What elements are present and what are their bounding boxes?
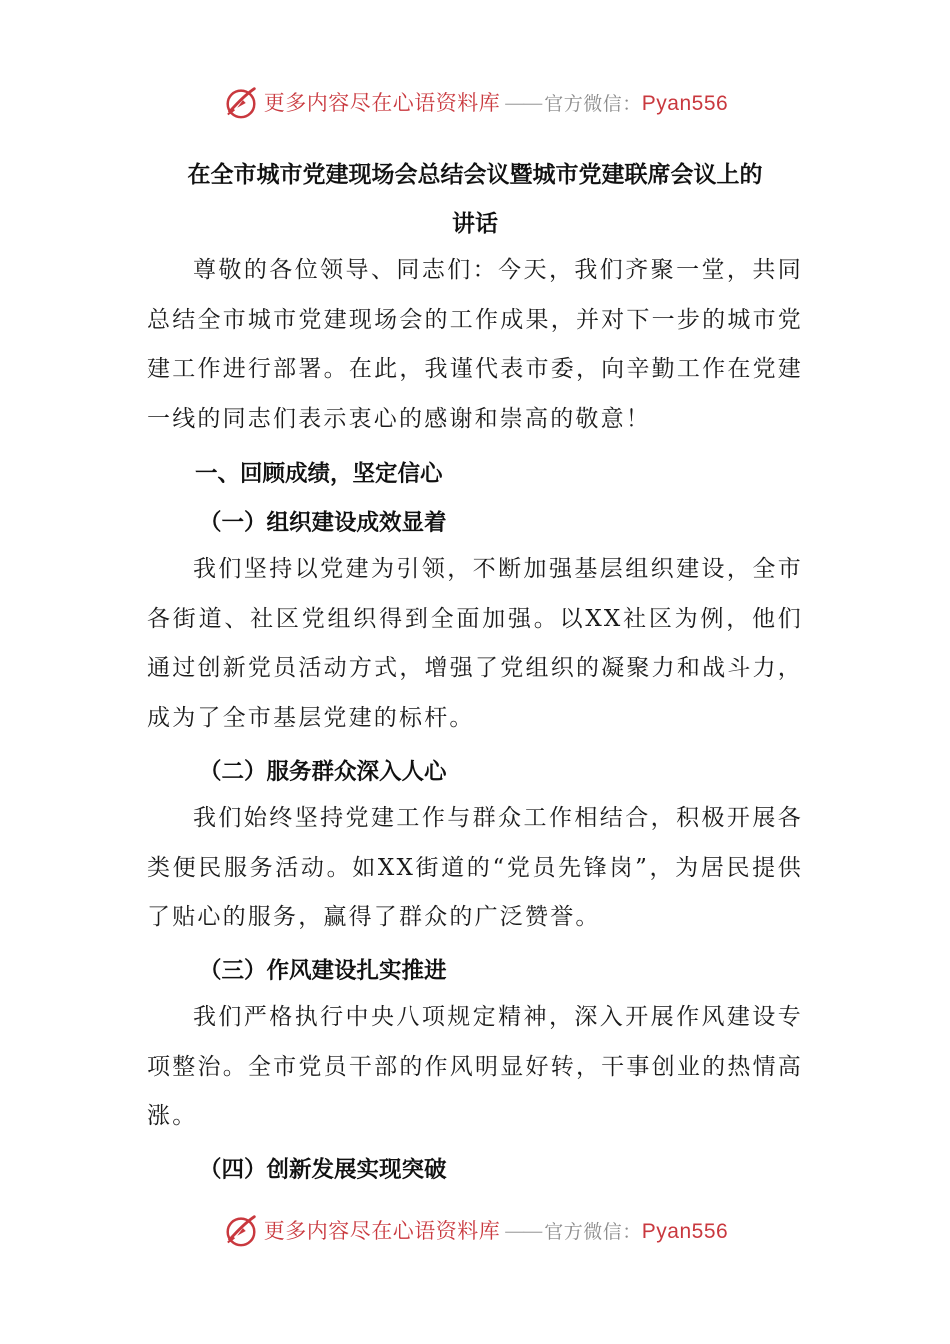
section-1-heading: 一、回顾成绩，坚定信心 xyxy=(195,461,443,487)
banner-dash: —— xyxy=(504,1219,541,1243)
banner-text xyxy=(264,87,728,117)
subsection-3-heading: （三）作风建设扎实推进 xyxy=(199,958,447,984)
banner-slogan: 更多内容尽在心语资料库 xyxy=(263,91,501,115)
document-title-line-2: 讲话 xyxy=(452,211,498,237)
subsection-2-heading: （二）服务群众深入人心 xyxy=(199,759,447,785)
banner-wechat-id: Pyan556 xyxy=(641,92,729,115)
subsection-2-paragraph: 我们始终坚持党建工作与群众工作相结合，积极开展各类便民服务活动。如XX街道的“党员先锋岗”，为居民提供了贴心的服务，赢得了群众的广泛赞誉。 xyxy=(147,805,803,931)
banner-wechat-id: Pyan556 xyxy=(641,1220,729,1243)
subsection-1-heading: （一）组织建设成效显着 xyxy=(199,510,447,536)
subsection-4-heading: （四）创新发展实现突破 xyxy=(199,1157,447,1183)
header-banner xyxy=(0,82,950,122)
footer-banner xyxy=(0,1210,950,1250)
banner-wechat-label: 官方微信： xyxy=(544,1221,642,1243)
subsection-1-paragraph: 我们坚持以党建为引领，不断加强基层组织建设，全市各街道、社区党组织得到全面加强。以XX社区为例，他们通过创新党员活动方式，增强了党组织的凝聚力和战斗力，成为了全市基层党建的标杆。 xyxy=(147,556,803,732)
pen-nib-circle-icon xyxy=(222,83,260,121)
document-title-line-1: 在全市城市党建现场会总结会议暨城市党建联席会议上的 xyxy=(187,162,763,188)
pen-nib-circle-icon xyxy=(222,1211,260,1249)
banner-text xyxy=(264,1215,728,1245)
subsection-3-paragraph: 我们严格执行中央八项规定精神，深入开展作风建设专项整治。全市党员干部的作风明显好转，干事创业的热情高涨。 xyxy=(147,1004,803,1130)
banner-dash: —— xyxy=(504,91,541,115)
banner-wechat-label: 官方微信： xyxy=(544,93,642,115)
intro-paragraph: 尊敬的各位领导、同志们：今天，我们齐聚一堂，共同总结全市城市党建现场会的工作成果，并对下一步的城市党建工作进行部署。在此，我谨代表市委，向辛勤工作在党建一线的同志们表示衷心的感谢和崇高的敬意！ xyxy=(147,257,803,433)
banner-slogan: 更多内容尽在心语资料库 xyxy=(263,1219,501,1243)
